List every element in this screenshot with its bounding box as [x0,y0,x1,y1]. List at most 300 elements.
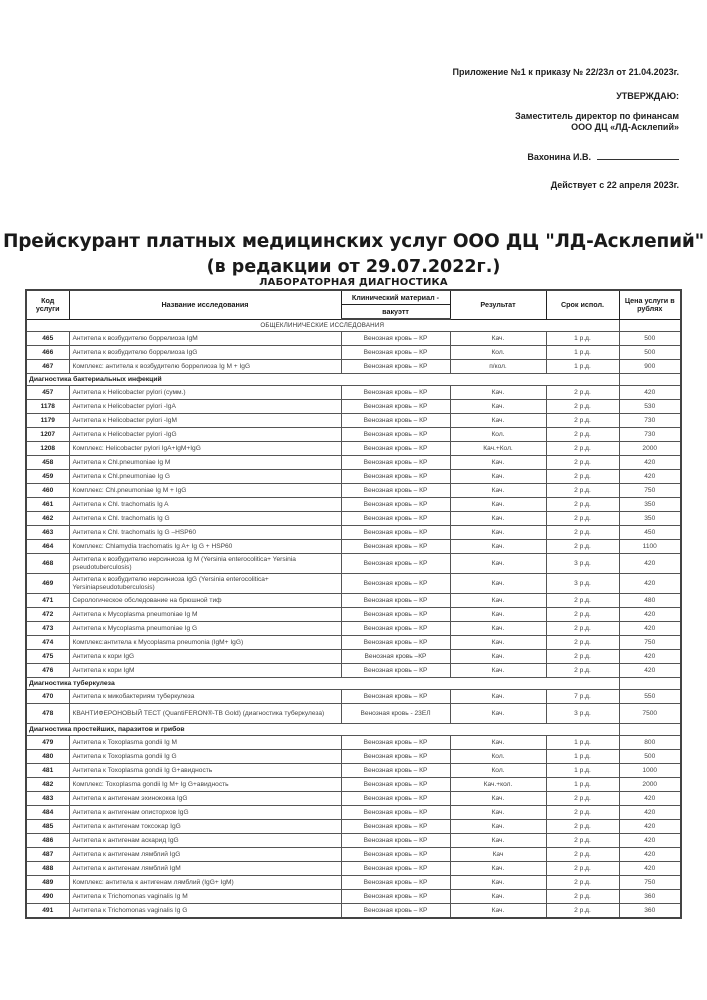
clinical-material: Венозная кровь – КР [341,736,450,750]
clinical-material: Венозная кровь – КР [341,806,450,820]
service-price: 900 [619,360,681,374]
table-row [26,792,681,806]
service-price: 750 [619,484,681,498]
clinical-material: Венозная кровь – КР [341,484,450,498]
service-code: 469 [26,574,69,594]
service-price: 420 [619,554,681,574]
service-name: Антитела к Mycoplasma pneumoniae Ig G [69,622,341,636]
service-name: Антитела к микобактериям туберкулеза [69,690,341,704]
column-header-material: Клинический материал - [341,290,450,305]
result-type: Кач.+кол. [450,778,546,792]
result-type: Кач. [450,456,546,470]
service-price: 420 [619,806,681,820]
table-row [26,876,681,890]
service-code: 464 [26,540,69,554]
service-price: 420 [619,574,681,594]
service-code: 463 [26,526,69,540]
service-price: 420 [619,664,681,678]
effective-text: Действует с 22 апреля 2023г. [550,180,679,190]
clinical-material: Венозная кровь – КР [341,904,450,919]
section-title: ОБЩЕКЛИНИЧЕСКИЕ ИССЛЕДОВАНИЯ [26,319,619,332]
section-title: Диагностика бактериальных инфекций [26,374,619,386]
service-code: 470 [26,690,69,704]
clinical-material: Венозная кровь –КР [341,650,450,664]
column-header-code: Код услуги [26,290,69,319]
price-table [25,289,682,919]
service-name: Антитела к Helicobacter pylori -IgG [69,428,341,442]
clinical-material: Венозная кровь – КР [341,750,450,764]
section-price-cell [619,374,681,386]
turnaround-time: 1 р.д. [546,778,619,792]
turnaround-time: 2 р.д. [546,594,619,608]
service-name: Антитела к Trichomonas vaginalis Ig M [69,890,341,904]
turnaround-time: 2 р.д. [546,834,619,848]
approve-text: УТВЕРЖДАЮ: [616,91,679,101]
section-price-cell [619,319,681,332]
clinical-material: Венозная кровь – КР [341,890,450,904]
service-code: 486 [26,834,69,848]
table-row [26,512,681,526]
table-row [26,636,681,650]
clinical-material: Венозная кровь – КР [341,346,450,360]
service-code: 489 [26,876,69,890]
service-name: Антитела к антигенам аскарид IgG [69,834,341,848]
service-code: 491 [26,904,69,919]
turnaround-time: 2 р.д. [546,862,619,876]
table-row [26,498,681,512]
service-name: Антитела к Mycoplasma pneumoniae Ig M [69,608,341,622]
service-price: 420 [619,820,681,834]
service-price: 500 [619,750,681,764]
turnaround-time: 3 р.д. [546,574,619,594]
table-row [26,608,681,622]
deputy-line1: Заместитель директор по финансам [515,111,679,121]
service-code: 478 [26,704,69,724]
table-row [26,750,681,764]
service-name: Антитела к возбудителю иерсиниоза IgG (Yersinia enterocolitica+ Yersiniapseudotuberculosis) [69,574,341,594]
service-name: Антитела к Helicobacter pylori -IgM [69,414,341,428]
result-type: Кач. [450,512,546,526]
table-row [26,690,681,704]
section-price-cell [619,724,681,736]
result-type: Кач. [450,540,546,554]
service-code: 474 [26,636,69,650]
clinical-material: Венозная кровь – КР [341,442,450,456]
turnaround-time: 1 р.д. [546,750,619,764]
clinical-material: Венозная кровь – КР [341,764,450,778]
result-type: Кач. [450,834,546,848]
result-type: Кол. [450,764,546,778]
service-name: Серологическое обследование на брюшной тиф [69,594,341,608]
turnaround-time: 2 р.д. [546,526,619,540]
service-name: Антитела к возбудителю боррелиоза IgG [69,346,341,360]
service-code: 467 [26,360,69,374]
turnaround-time: 2 р.д. [546,876,619,890]
service-code: 490 [26,890,69,904]
deputy-line2: ООО ДЦ «ЛД-Асклепий» [571,122,679,132]
service-code: 479 [26,736,69,750]
column-header-tube: вакуэтт [341,305,450,320]
turnaround-time: 1 р.д. [546,360,619,374]
service-price: 480 [619,594,681,608]
service-price: 360 [619,904,681,919]
turnaround-time: 2 р.д. [546,470,619,484]
table-row [26,736,681,750]
service-code: 1208 [26,442,69,456]
table-row [26,484,681,498]
service-price: 1000 [619,764,681,778]
result-type: Кач. [450,806,546,820]
service-code: 480 [26,750,69,764]
appendix-reference [453,67,679,77]
signature-block [527,151,679,162]
price-table-header [26,290,681,319]
service-price: 420 [619,792,681,806]
clinical-material: Венозная кровь – КР [341,526,450,540]
service-name: Антитела к возбудителю боррелиоза IgM [69,332,341,346]
service-name: Антитела к Chl. trachomatis Ig G –HSP60 [69,526,341,540]
section-price-cell [619,678,681,690]
service-code: 471 [26,594,69,608]
table-row [26,456,681,470]
effective-date [551,180,679,190]
section-row [26,724,681,736]
table-row [26,650,681,664]
service-price: 2000 [619,442,681,456]
turnaround-time: 2 р.д. [546,806,619,820]
turnaround-time: 2 р.д. [546,792,619,806]
service-name: Антитела к Helicobacter pylori -IgA [69,400,341,414]
table-row [26,574,681,594]
turnaround-time: 2 р.д. [546,428,619,442]
service-price: 2000 [619,778,681,792]
service-code: 468 [26,554,69,574]
service-name: Антитела к антигенам эхинококка IgG [69,792,341,806]
turnaround-time: 2 р.д. [546,498,619,512]
service-name: Антитела к антигенам описторхов IgG [69,806,341,820]
table-row [26,848,681,862]
turnaround-time: 2 р.д. [546,512,619,526]
appendix-text: Приложение №1 к приказу № 22/23л от 21.04.2023г. [452,67,679,77]
service-price: 750 [619,876,681,890]
table-row [26,764,681,778]
service-name: Антитела к возбудителю иерсиниоза Ig M (Yersinia enterocolitica+ Yersinia pseudotuberculosis) [69,554,341,574]
turnaround-time: 2 р.д. [546,414,619,428]
turnaround-time: 3 р.д. [546,554,619,574]
table-row [26,834,681,848]
table-row [26,664,681,678]
service-code: 488 [26,862,69,876]
service-name: Антитела к Trichomonas vaginalis Ig G [69,904,341,919]
result-type: Кач. [450,636,546,650]
service-price: 450 [619,526,681,540]
turnaround-time: 2 р.д. [546,622,619,636]
service-name: Комплекс: Toxoplasma gondii Ig M+ Ig G+авидность [69,778,341,792]
revision-subtitle: (в редакции от 29.07.2022г.) [206,257,501,277]
result-type: Кач. [450,414,546,428]
service-price: 420 [619,470,681,484]
table-row [26,400,681,414]
service-code: 460 [26,484,69,498]
service-price: 420 [619,386,681,400]
clinical-material: Венозная кровь – КР [341,778,450,792]
column-header-name: Название исследования [69,290,341,319]
service-name: Антитела к Chl. trachomatis Ig G [69,512,341,526]
service-code: 458 [26,456,69,470]
result-type: Кач. [450,704,546,724]
service-code: 487 [26,848,69,862]
column-header-term: Срок испол. [546,290,619,319]
service-price: 350 [619,512,681,526]
column-header-result: Результат [450,290,546,319]
service-code: 1178 [26,400,69,414]
table-row [26,820,681,834]
service-price: 530 [619,400,681,414]
service-code: 457 [26,386,69,400]
service-code: 476 [26,664,69,678]
service-code: 465 [26,332,69,346]
turnaround-time: 2 р.д. [546,890,619,904]
clinical-material: Венозная кровь – КР [341,594,450,608]
clinical-material: Венозная кровь – КР [341,862,450,876]
clinical-material: Венозная кровь – КР [341,512,450,526]
table-row [26,890,681,904]
result-type: Кач. [450,554,546,574]
service-name: Антитела к Chl.pneumoniae Ig G [69,470,341,484]
result-type: Кач. [450,498,546,512]
clinical-material: Венозная кровь – КР [341,428,450,442]
result-type: Кол. [450,428,546,442]
result-type: п/кол. [450,360,546,374]
service-price: 800 [619,736,681,750]
clinical-material: Венозная кровь – КР [341,386,450,400]
clinical-material: Венозная кровь – КР [341,414,450,428]
turnaround-time: 2 р.д. [546,386,619,400]
result-type: Кач. [450,574,546,594]
result-type: Кач. [450,622,546,636]
table-row [26,386,681,400]
turnaround-time: 2 р.д. [546,540,619,554]
table-row [26,428,681,442]
clinical-material: Венозная кровь – КР [341,848,450,862]
clinical-material: Венозная кровь – КР [341,574,450,594]
service-name: Антитела к антигенам токсокар IgG [69,820,341,834]
table-row [26,526,681,540]
result-type: Кач [450,848,546,862]
turnaround-time: 2 р.д. [546,820,619,834]
table-row [26,470,681,484]
turnaround-time: 2 р.д. [546,608,619,622]
clinical-material: Венозная кровь - 23ЕЛ [341,704,450,724]
clinical-material: Венозная кровь – КР [341,608,450,622]
section-heading: ЛАБОРАТОРНАЯ ДИАГНОСТИКА [259,277,448,288]
turnaround-time: 2 р.д. [546,904,619,919]
service-name: Антитела к антигенам лямблий IgG [69,848,341,862]
service-price: 420 [619,862,681,876]
clinical-material: Венозная кровь – КР [341,876,450,890]
signature-line [597,151,679,160]
section-row [26,374,681,386]
result-type: Кач. [450,650,546,664]
clinical-material: Венозная кровь – КР [341,664,450,678]
section-row [26,319,681,332]
service-code: 482 [26,778,69,792]
service-code: 475 [26,650,69,664]
section-title: Диагностика простейших, паразитов и грибов [26,724,619,736]
signer-name: Вахонина И.В. [527,152,591,162]
service-code: 461 [26,498,69,512]
service-price: 420 [619,608,681,622]
result-type: Кач. [450,470,546,484]
result-type: Кач. [450,890,546,904]
clinical-material: Венозная кровь – КР [341,792,450,806]
clinical-material: Венозная кровь – КР [341,636,450,650]
table-row [26,540,681,554]
price-table-body [26,319,681,918]
section-row [26,678,681,690]
turnaround-time: 1 р.д. [546,736,619,750]
service-price: 500 [619,332,681,346]
clinical-material: Венозная кровь – КР [341,622,450,636]
service-name: Антитела к Chl.pneumoniae Ig M [69,456,341,470]
table-row [26,622,681,636]
result-type: Кач. [450,332,546,346]
result-type: Кач. [450,876,546,890]
service-price: 350 [619,498,681,512]
turnaround-time: 2 р.д. [546,650,619,664]
section-title: Диагностика туберкулеза [26,678,619,690]
service-name: Антитела к кори IgG [69,650,341,664]
service-price: 730 [619,428,681,442]
table-row [26,862,681,876]
service-code: 481 [26,764,69,778]
table-row [26,442,681,456]
turnaround-time: 2 р.д. [546,442,619,456]
turnaround-time: 2 р.д. [546,664,619,678]
result-type: Кол. [450,346,546,360]
table-row [26,594,681,608]
service-name: Комплекс: Helicobacter pylori IgA+IgM+IgG [69,442,341,456]
service-code: 1179 [26,414,69,428]
table-row [26,346,681,360]
turnaround-time: 3 р.д. [546,704,619,724]
result-type: Кач. [450,664,546,678]
clinical-material: Венозная кровь – КР [341,820,450,834]
table-row [26,332,681,346]
service-price: 420 [619,456,681,470]
table-row [26,704,681,724]
service-name: КВАНТИФЕРОНОВЫЙ ТЕСТ (QuantiFERON®-TB Gold) (диагностика туберкулеза) [69,704,341,724]
result-type: Кач.+Кол. [450,442,546,456]
turnaround-time: 1 р.д. [546,346,619,360]
service-name: Антитела к кори IgM [69,664,341,678]
document-title: Прейскурант платных медицинских услуг ООО ДЦ "ЛД-Асклепий" [2,231,705,252]
table-row [26,360,681,374]
result-type: Кач. [450,526,546,540]
clinical-material: Венозная кровь – КР [341,690,450,704]
service-code: 473 [26,622,69,636]
service-name: Комплекс:антитела к Mycoplasma pneumonia (IgM+ IgG) [69,636,341,650]
service-price: 550 [619,690,681,704]
table-row [26,414,681,428]
result-type: Кач. [450,820,546,834]
result-type: Кач. [450,400,546,414]
result-type: Кол. [450,750,546,764]
turnaround-time: 2 р.д. [546,848,619,862]
service-code: 472 [26,608,69,622]
service-price: 420 [619,622,681,636]
service-price: 1100 [619,540,681,554]
service-price: 730 [619,414,681,428]
table-row [26,778,681,792]
table-row [26,904,681,919]
service-name: Антитела к Helicobacter pylori (сумм.) [69,386,341,400]
service-code: 483 [26,792,69,806]
service-code: 485 [26,820,69,834]
turnaround-time: 7 р.д. [546,690,619,704]
result-type: Кач. [450,904,546,919]
clinical-material: Венозная кровь – КР [341,498,450,512]
turnaround-time: 2 р.д. [546,484,619,498]
result-type: Кач. [450,792,546,806]
service-code: 484 [26,806,69,820]
turnaround-time: 2 р.д. [546,456,619,470]
clinical-material: Венозная кровь – КР [341,834,450,848]
table-row [26,806,681,820]
turnaround-time: 2 р.д. [546,636,619,650]
service-name: Антитела к антигенам лямблий IgM [69,862,341,876]
clinical-material: Венозная кровь – КР [341,332,450,346]
service-name: Антитела к Toxoplasma gondii Ig G [69,750,341,764]
column-header-price: Цена услуги в рублях [619,290,681,319]
service-price: 360 [619,890,681,904]
service-price: 420 [619,848,681,862]
result-type: Кач. [450,862,546,876]
clinical-material: Венозная кровь – КР [341,400,450,414]
service-code: 459 [26,470,69,484]
result-type: Кач. [450,608,546,622]
service-price: 7500 [619,704,681,724]
result-type: Кач. [450,484,546,498]
service-name: Комплекс: антитела к антигенам лямблий (IgG+ IgM) [69,876,341,890]
turnaround-time: 2 р.д. [546,400,619,414]
clinical-material: Венозная кровь – КР [341,470,450,484]
service-name: Антитела к Toxoplasma gondii Ig G+авидность [69,764,341,778]
table-row [26,554,681,574]
turnaround-time: 1 р.д. [546,332,619,346]
result-type: Кач. [450,736,546,750]
service-name: Комплекс: Chlamydia trachomatis Ig A+ Ig G + HSP60 [69,540,341,554]
service-name: Антитела к Chl. trachomatis Ig A [69,498,341,512]
result-type: Кач. [450,386,546,400]
result-type: Кач. [450,594,546,608]
service-code: 462 [26,512,69,526]
result-type: Кач. [450,690,546,704]
approval-label [616,91,679,101]
service-name: Комплекс: Chl.pneumoniae Ig M + IgG [69,484,341,498]
service-price: 500 [619,346,681,360]
service-price: 420 [619,650,681,664]
clinical-material: Венозная кровь – КР [341,540,450,554]
service-price: 420 [619,834,681,848]
service-code: 466 [26,346,69,360]
service-price: 750 [619,636,681,650]
clinical-material: Венозная кровь – КР [341,360,450,374]
turnaround-time: 1 р.д. [546,764,619,778]
service-name: Комплекс: антитела к возбудителю боррелиоза Ig M + IgG [69,360,341,374]
service-code: 1207 [26,428,69,442]
approver-position [515,111,679,133]
